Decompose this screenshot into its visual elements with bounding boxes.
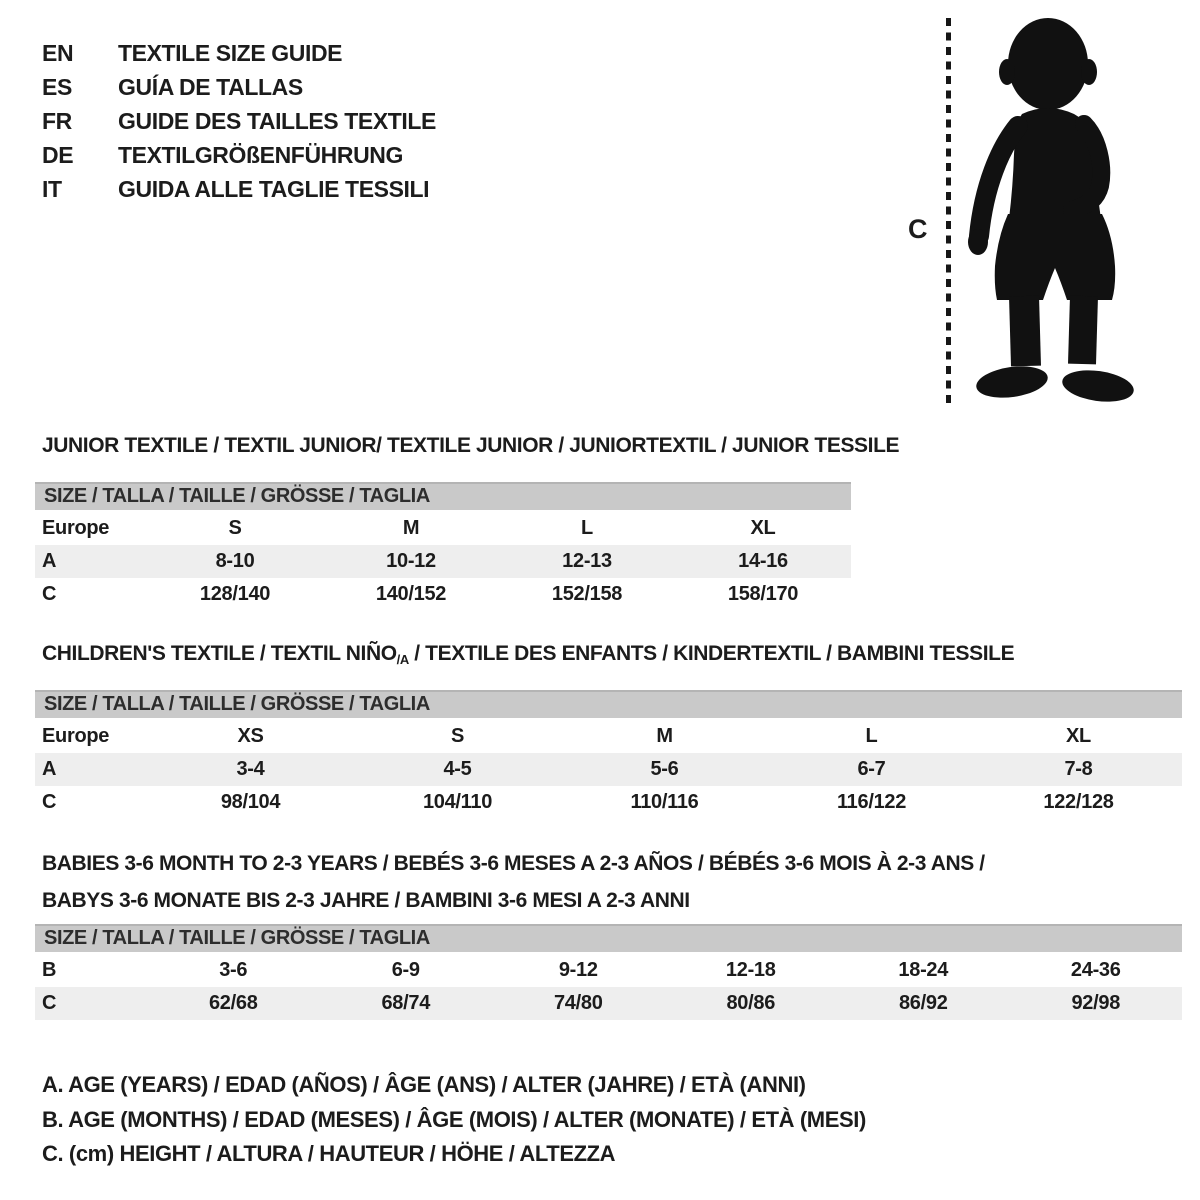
table-cell: 7-8 (1064, 758, 1093, 780)
table-cell: 98/104 (220, 791, 281, 813)
language-title: GUIDA ALLE TAGLIE TESSILI (118, 176, 430, 202)
language-title: GUIDE DES TAILLES TEXTILE (118, 108, 436, 134)
size-header-bar: SIZE / TALLA / TAILLE / GRÖSSE / TAGLIA (35, 482, 851, 510)
table-cell: 12-18 (725, 959, 776, 981)
row-label: C (42, 791, 57, 813)
legend-line-a: A. AGE (YEARS) / EDAD (AÑOS) / ÂGE (ANS) / ALTER (JAHRE) / ETÀ (ANNI) (42, 1072, 806, 1097)
table-cell: 92/98 (1071, 992, 1121, 1014)
table-row (35, 786, 1182, 819)
table-row (35, 720, 1182, 753)
legend-line-b: B. AGE (MONTHS) / EDAD (MESES) / ÂGE (MOIS) / ALTER (MONATE) / ETÀ (MESI) (42, 1106, 866, 1132)
row-label: A (42, 758, 57, 780)
table-row (35, 753, 1182, 786)
section-title-babies (42, 845, 985, 919)
section-title-text: / TEXTILE DES ENFANTS / KINDERTEXTIL / BAMBINI TESSILE (408, 642, 1015, 665)
table-cell: 3-6 (219, 959, 248, 981)
language-title: TEXTILE SIZE GUIDE (118, 40, 343, 66)
language-code: ES (42, 74, 72, 100)
table-cell: 6-7 (857, 758, 886, 780)
table-cell: 104/110 (422, 791, 493, 813)
children-table-body (35, 720, 1182, 819)
table-cell: 110/116 (630, 791, 699, 813)
table-cell: XL (750, 517, 776, 539)
table-cell: 6-9 (391, 959, 420, 981)
table-cell: XS (237, 725, 264, 747)
size-header-bar: SIZE / TALLA / TAILLE / GRÖSSE / TAGLIA (35, 924, 1182, 952)
babies-table-body (35, 954, 1182, 1020)
table-cell: 158/170 (727, 583, 799, 605)
table-row (35, 987, 1182, 1020)
junior-size-table (35, 482, 851, 611)
table-cell: 3-4 (236, 758, 265, 780)
row-label: B (42, 959, 57, 981)
row-label: C (42, 992, 57, 1014)
table-cell: 9-12 (558, 959, 598, 981)
measurement-legend (42, 1068, 866, 1172)
legend-line-c: C. (cm) HEIGHT / ALTURA / HAUTEUR / HÖHE / ALTEZZA (42, 1141, 616, 1166)
table-cell: L (865, 725, 878, 747)
table-cell: 140/152 (375, 583, 447, 605)
table-cell: 128/140 (199, 583, 271, 605)
language-title: GUÍA DE TALLAS (118, 74, 303, 100)
language-title: TEXTILGRÖßENFÜHRUNG (118, 142, 403, 168)
section-title-text: CHILDREN'S TEXTILE / TEXTIL NIÑO (42, 642, 397, 665)
table-cell: M (656, 725, 673, 747)
table-cell: 152/158 (551, 583, 623, 605)
language-code: IT (42, 176, 62, 202)
section-title-junior: JUNIOR TEXTILE / TEXTIL JUNIOR/ TEXTILE JUNIOR / JUNIORTEXTIL / JUNIOR TESSILE (42, 434, 900, 457)
size-header-bar: SIZE / TALLA / TAILLE / GRÖSSE / TAGLIA (35, 690, 1182, 718)
language-code: FR (42, 108, 72, 134)
toddler-silhouette-icon (960, 14, 1140, 410)
language-title-list (42, 36, 436, 206)
children-size-table (35, 690, 1182, 819)
row-label: Europe (42, 725, 110, 747)
row-label: Europe (42, 517, 110, 539)
junior-table-body (35, 512, 851, 611)
table-cell: XL (1066, 725, 1091, 747)
table-row (35, 954, 1182, 987)
table-row (35, 512, 851, 545)
table-cell: 8-10 (215, 550, 255, 572)
table-cell: L (581, 517, 593, 539)
table-row (35, 578, 851, 611)
table-cell: 74/80 (553, 992, 603, 1014)
section-title-line: BABYS 3-6 MONATE BIS 2-3 JAHRE / BAMBINI 3-6 MESI A 2-3 ANNI (42, 889, 690, 912)
table-row (35, 545, 851, 578)
row-label: A (42, 550, 57, 572)
height-measure-line (946, 18, 951, 406)
table-cell: 116/122 (836, 791, 907, 813)
table-cell: M (402, 517, 420, 539)
section-title-subscript: /A (396, 652, 409, 667)
table-cell: S (450, 725, 465, 747)
row-label: C (42, 583, 57, 605)
table-cell: 24-36 (1070, 959, 1121, 981)
babies-size-table (35, 924, 1182, 1020)
language-code: EN (42, 40, 74, 66)
section-title-children (42, 642, 1014, 667)
table-cell: 62/68 (208, 992, 258, 1014)
table-cell: 122/128 (1043, 791, 1114, 813)
table-cell: 14-16 (738, 550, 788, 572)
table-cell: 4-5 (443, 758, 472, 780)
measure-label-c: C (908, 214, 928, 244)
section-title-line: BABIES 3-6 MONTH TO 2-3 YEARS / BEBÉS 3-6 MESES A 2-3 AÑOS / BÉBÉS 3-6 MOIS À 2-3 ANS / (42, 852, 985, 875)
table-cell: 80/86 (726, 992, 776, 1014)
table-cell: 5-6 (650, 758, 679, 780)
table-cell: 18-24 (898, 959, 949, 981)
table-cell: 68/74 (381, 992, 431, 1014)
table-cell: 10-12 (386, 550, 436, 572)
language-code: DE (42, 142, 74, 168)
table-cell: 12-13 (562, 550, 612, 572)
table-cell: S (228, 517, 242, 539)
table-cell: 86/92 (898, 992, 948, 1014)
